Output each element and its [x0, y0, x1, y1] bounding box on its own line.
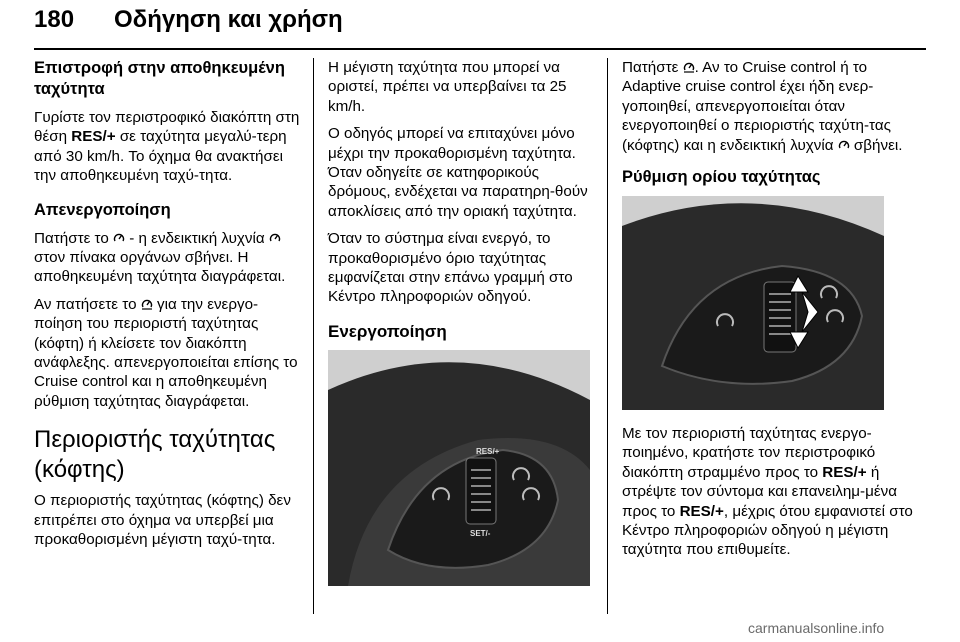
- cruise-control-icon: [838, 139, 850, 151]
- paragraph-deactivation-2: [34, 295, 306, 411]
- column-1: [34, 58, 306, 558]
- cruise-control-icon: [269, 232, 281, 244]
- text: - η ενδεικτική λυχνία: [125, 229, 269, 247]
- wheel-set-label: SET/-: [470, 528, 491, 538]
- speed-limiter-icon: [141, 298, 153, 310]
- text: σε ταχύτητα μεγαλύ-τερη από 30 km/h. Το όχημα θα ανακτήσει την αποθηκευμένη ταχύ-τητα.: [34, 128, 287, 185]
- res-label: RES/+: [679, 502, 724, 520]
- paragraph-limiter: Ο περιοριστής ταχύτητας (κόφτης) δεν επιτρέπει στο όχημα να υπερβεί μια προκαθορισμένη μέγιστη ταχύ-τητα.: [34, 492, 291, 549]
- page-header: [34, 4, 926, 52]
- paragraph-press-limiter: [622, 58, 918, 155]
- cruise-control-icon: [113, 232, 125, 244]
- paragraph-set-limit: [622, 424, 918, 560]
- text: , μέχρις ότου εμφανιστεί στο Κέντρο πληροφοριών οδηγού η μέγιστη ταχύτητα που επιθυμείτε.: [622, 502, 913, 559]
- steering-wheel-image: [622, 196, 884, 410]
- text: ή στρέψτε τον σύντομα και επανειλημ-μένα προς το: [622, 463, 897, 520]
- paragraph-resume: [34, 108, 306, 186]
- text: για την ενεργο-ποίηση του περιοριστή ταχύτητας (κόφτη) ή κλείσετε τον διακόπτη ανάφλεξης. απενεργοποιείται επίσης το Cruise control και η αποθηκευμένη ρύθμιση ταχύτητας διαγράφεται.: [34, 295, 298, 410]
- column-divider: [313, 58, 314, 614]
- header-rule: [34, 48, 926, 50]
- text: Πατήστε: [622, 59, 683, 76]
- page-number: 180: [34, 6, 75, 33]
- paragraph-max-speed: Η μέγιστη ταχύτητα που μπορεί να οριστεί, πρέπει να υπερβαίνει τα 25 km/h.: [328, 59, 567, 115]
- text: Πατήστε το: [34, 229, 114, 247]
- heading-activation: Ενεργοποίηση: [328, 321, 447, 341]
- text: Με τον περιοριστή ταχύτητας ενεργο-ποιημένο, κρατήστε τον περιστροφικό διακόπτη στραμμένο προς το: [622, 425, 876, 481]
- wheel-res-label: RES/+: [476, 446, 500, 456]
- paragraph-display: Όταν το σύστημα είναι ενεργό, το προκαθορισμένο όριο ταχύτητας εμφανίζεται στην επάνω γραμμή στο Κέντρο πληροφοριών οδηγού.: [328, 230, 573, 306]
- column-divider: [607, 58, 608, 614]
- heading-deactivation: Απενεργοποίηση: [34, 200, 171, 219]
- text: σβήνει.: [849, 136, 903, 154]
- text: Αν πατήσετε το: [34, 295, 141, 313]
- text: Γυρίστε τον περιστροφικό διακόπτη στη θέση: [34, 109, 300, 146]
- section-title: Οδήγηση και χρήση: [114, 6, 343, 33]
- heading-resume-speed: Επιστροφή στην αποθηκευμένη ταχύτητα: [34, 59, 285, 98]
- heading-set-limit: Ρύθμιση ορίου ταχύτητας: [622, 168, 821, 187]
- heading-speed-limiter: Περιοριστής ταχύτητας (κόφτης): [34, 426, 276, 484]
- column-3: [622, 58, 918, 568]
- paragraph-deactivation-1: [34, 229, 306, 287]
- column-2: [328, 58, 598, 600]
- res-label: RES/+: [71, 128, 116, 146]
- watermark: carmanualsonline.info: [748, 620, 885, 636]
- text: στον πίνακα οργάνων σβήνει. Η αποθηκευμένη ταχύτητα διαγράφεται.: [34, 249, 286, 286]
- res-label: RES/+: [822, 463, 867, 481]
- paragraph-accelerate: Ο οδηγός μπορεί να επιταχύνει μόνο μέχρι την προκαθορισμένη ταχύτητα. Όταν οδηγείτε σε κατηφορικούς δρόμους, ενδέχεται να παρατηρη-θούν αποκλίσεις από την οριακή ταχύτητα.: [328, 125, 588, 220]
- text: . Αν το Cruise control ή το Adaptive cruise control έχει ήδη ενερ-γοποιηθεί, απενεργοποιείται όταν ενεργοποιηθεί ο περιοριστής ταχύτη-τας (κόφτης) και η ενδεικτική λυχνία: [622, 59, 891, 154]
- speed-limiter-icon: [683, 61, 695, 73]
- steering-wheel-image: [328, 350, 590, 586]
